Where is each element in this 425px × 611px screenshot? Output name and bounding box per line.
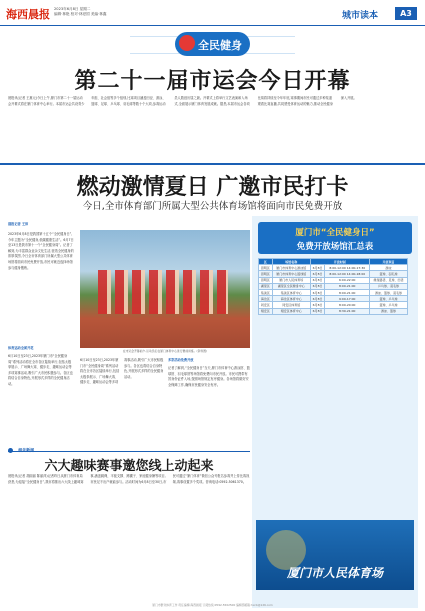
col-items: 开放项目 bbox=[370, 259, 408, 265]
table-cell: 游泳、篮球 bbox=[370, 308, 408, 314]
table-cell: 6月8日 bbox=[310, 265, 325, 271]
headline-games-opening: 第二十一届市运会今日开幕 bbox=[74, 69, 351, 94]
subheadline-summer: 今日,全市体育部门所属大型公共体育场馆将面向市民免费开放 bbox=[82, 201, 343, 212]
table-cell: 6月8日 bbox=[310, 283, 325, 289]
table-cell: 8:00-12:00 14:00-18:00 bbox=[325, 271, 370, 277]
table-cell: 厦门市体育中心游泳馆 bbox=[272, 265, 310, 271]
table-cell: 8:30-21:00 bbox=[325, 308, 370, 314]
table-cell: 8:00-21:00 bbox=[325, 283, 370, 289]
table-cell: 6:00-22:00 bbox=[325, 277, 370, 283]
table-row bbox=[259, 308, 408, 314]
runners-photo bbox=[80, 230, 250, 348]
table-cell: 9:00-17:00 bbox=[325, 296, 370, 302]
col-venue: 场馆名称 bbox=[272, 259, 310, 265]
col-time: 开放时间 bbox=[310, 259, 369, 265]
related-divider bbox=[8, 451, 250, 452]
table-cell: 海沧区 bbox=[259, 296, 273, 302]
table-cell: 游泳、篮球、羽毛球 bbox=[370, 290, 408, 296]
poster-title: 厦门市人民体育场 bbox=[286, 566, 383, 580]
page-number: A3 bbox=[395, 7, 417, 20]
newspaper-logo: 海西晨报 bbox=[6, 8, 50, 21]
table-cell: 健身路径、足球、田径 bbox=[370, 277, 408, 283]
table-cell: 6月8日 bbox=[310, 296, 325, 302]
related-label: 相关新闻 bbox=[18, 447, 35, 453]
divider-bar bbox=[0, 163, 425, 165]
table-cell: 8:00-21:00 bbox=[325, 290, 370, 296]
body-online-events: 晨报讯(记者 胡丽丽 陈丽萍)记者昨日从厦门市体育局获悉,为迎接“全民健身日”,我市将推出六大线上趣味赛事,涵盖跳绳、平板支撑、踢毽子、家庭健身操等项目,市民足不出户就能参与。活动时间为6月8日至30日,市民可通过“厦门体育”微信公众号报名参赛并上传比赛视频,赛事设置多个奖项。咨询电话:0592-5061370。 bbox=[8, 474, 250, 484]
subtitle-activities: 多彩活动免费开放 bbox=[168, 358, 194, 362]
editor-line: 编辑·林艳 校对·林爱国 美编·林鑫 bbox=[54, 12, 107, 16]
subtitle-sports: 体育运动全面开花 bbox=[8, 346, 34, 350]
article-lead-summer: 2023年6月8日是我国第十五个“全民健身日”,今年主题为“全民健身,低碳健康生活”。6月7日至13日是我市第十一个“全民健身周”。记者了解到,为丰富群众业余文化生活,营造全民健身的浓厚氛围,今日全市体育部门所属大型公共体育场馆将面向市民免费开放,市民可就近选择场馆参与健身锻炼。 bbox=[8, 232, 74, 270]
table-cell: 思明区 bbox=[259, 265, 273, 271]
table-title-line1: 厦门市“全民健身日” bbox=[295, 228, 375, 238]
venue-table bbox=[258, 258, 408, 315]
related-label-box bbox=[8, 440, 48, 453]
table-cell: 湖里区 bbox=[259, 283, 273, 289]
brand-badge bbox=[175, 32, 250, 56]
brand-badge-text: 全民健身 bbox=[198, 39, 242, 52]
table-cell: 乒乓球、羽毛球 bbox=[370, 283, 408, 289]
table-cell: 同安区 bbox=[259, 302, 273, 308]
col-district: 区 bbox=[259, 259, 273, 265]
table-cell: 篮球、乒乓球 bbox=[370, 296, 408, 302]
footer-line: 厦门市群众体育工作 责任编辑:海西晨报 订阅热线:0592-5502500 编辑部邮箱:hxcb@126.com bbox=[152, 603, 273, 607]
table-cell: 8:00-20:00 bbox=[325, 302, 370, 308]
body-activities: 记者了解到,“全民健身日”当天,厦门市体育中心游泳馆、篮球馆、羽毛球馆等场馆将免费向市民开放。市民可携带有效身份证件入场,按照场馆规定有序健身。各场馆将做好安全保障工作,确保市民健身安全有序。 bbox=[168, 366, 250, 387]
table-cell: 6月8日 bbox=[310, 271, 325, 277]
sports-poster bbox=[256, 520, 414, 590]
table-cell: 思明区 bbox=[259, 271, 273, 277]
table-cell: 篮球、乒乓球 bbox=[370, 302, 408, 308]
table-cell: 篮球、羽毛球 bbox=[370, 271, 408, 277]
photo-caption: 在市运会开幕前夕,运动员们在厦门体育中心进行赛前训练。(资料图) bbox=[122, 349, 208, 353]
table-cell: 集美区体育中心 bbox=[272, 290, 310, 296]
table-title-box bbox=[258, 222, 412, 254]
headline-summer: 燃动激情夏日 广邀市民打卡 bbox=[76, 175, 349, 200]
table-cell: 同安区体育馆 bbox=[272, 302, 310, 308]
table-cell: 6月8日 bbox=[310, 302, 325, 308]
table-cell: 8:00-12:00 14:00-17:30 bbox=[325, 265, 370, 271]
article-lead-games: 晨报讯(记者 王惠元)今日上午,厦门市第二十一届运动会开幕式将在厦门体育中心举行。本届市运会共设青少年组、社会组等多个组别,比赛项目涵盖田径、游泳、篮球、足球、乒乓球、羽毛球等数十个大项,参赛运动员人数创历届之最。开幕式上将举行文艺表演和入场式,全面展示厦门体育发展成就。据悉,本届市运会各项比赛将持续至今年年底,赛事期间市民可通过多种渠道观看比赛直播,共同感受体育运动的魅力,推动全民健身深入开展。 bbox=[8, 96, 357, 106]
edition-info bbox=[54, 7, 106, 17]
table-title-line2: 免费开放场馆汇总表 bbox=[296, 242, 374, 252]
table-cell: 海沧区体育中心 bbox=[272, 296, 310, 302]
byline: 晨报记者 王沛 bbox=[8, 222, 29, 226]
runners-figures bbox=[98, 270, 228, 314]
table-cell: 思明区 bbox=[259, 277, 273, 283]
table-cell: 6月8日 bbox=[310, 290, 325, 296]
table-cell: 游泳 bbox=[370, 265, 408, 271]
masthead bbox=[0, 0, 425, 26]
table-cell: 翔安区体育中心 bbox=[272, 308, 310, 314]
date-line: 2023年6月8日 星期二 bbox=[54, 7, 91, 11]
table-cell: 集美区 bbox=[259, 290, 273, 296]
table-cell: 翔安区 bbox=[259, 308, 273, 314]
body-sports: 6月10日至23日,2023年厦门市“全民健身周”系列活动将在全市各区陆续举行,包括太极拳展示、广场舞大赛、健步走、趣味运动会等多项赛事活动,吸引广大市民积极参与。各区也将结合自身特色,开展形式多样的全民健身活动。 bbox=[8, 354, 73, 386]
table-cell: 厦门市体育中心篮球馆 bbox=[272, 271, 310, 277]
headline-online-events: 六大趣味赛事邀您线上动起来 bbox=[44, 459, 214, 474]
table-cell: 6月8日 bbox=[310, 277, 325, 283]
body-extra: 6月10日至23日,2023年厦门市“全民健身周”系列活动将在全市各区陆续举行,包括太极拳展示、广场舞大赛、健步走、趣味运动会等多项赛事活动,吸引广大市民积极参与。各区也将结合自身特色,开展形式多样的全民健身活动。 bbox=[80, 358, 164, 385]
table-cell: 厦门市人民体育场 bbox=[272, 277, 310, 283]
table-cell: 湖里区全民健身中心 bbox=[272, 283, 310, 289]
runner-icon bbox=[179, 35, 195, 51]
table-cell: 6月8日 bbox=[310, 308, 325, 314]
section-title: 城市读本 bbox=[342, 11, 379, 21]
